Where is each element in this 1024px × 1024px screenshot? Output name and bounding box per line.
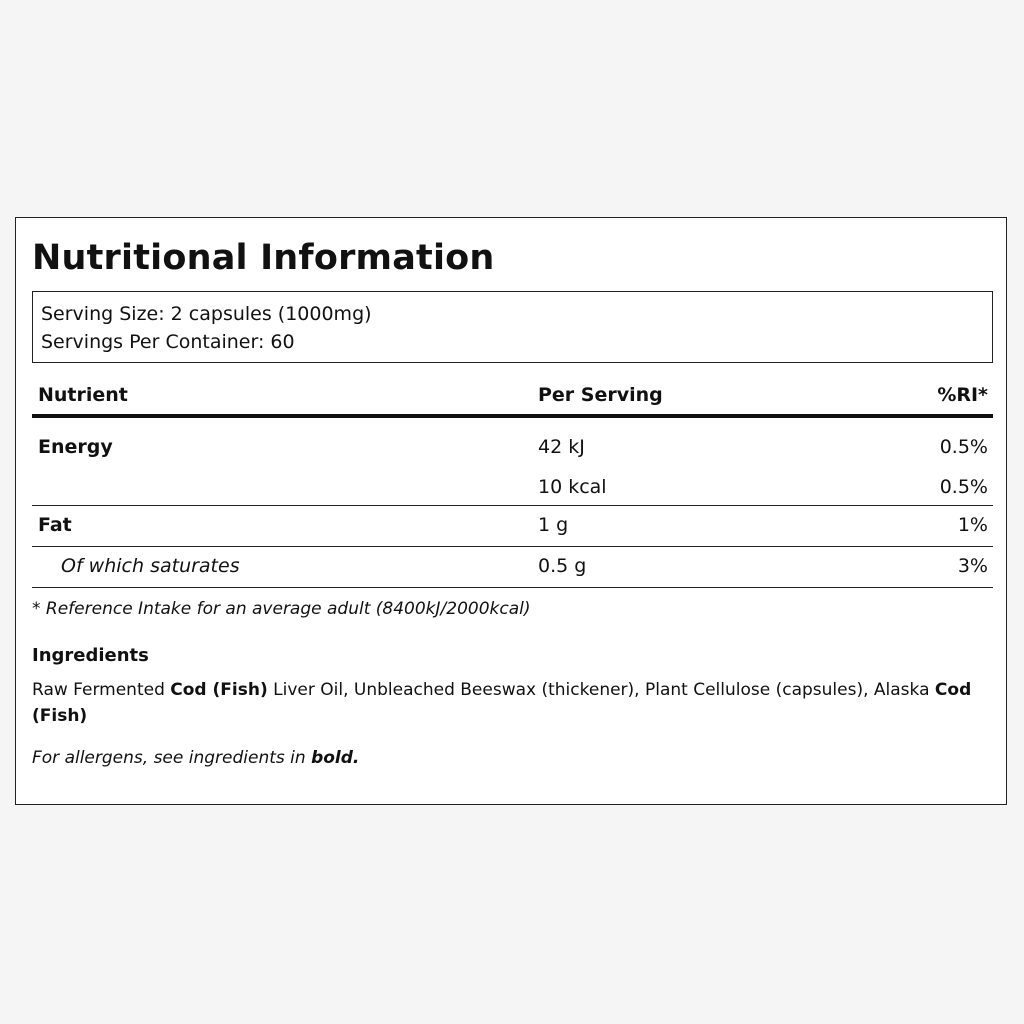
per-serving-value: 42 kJ [538,436,585,458]
serving-info-box [32,291,993,363]
page-title: Nutritional Information [32,238,495,278]
nutrient-name: Energy [38,436,113,458]
ri-value: 3% [957,555,988,577]
ingredient-text: Raw Fermented [32,680,171,700]
allergen-note-bold: bold. [311,748,360,768]
table-row-energy [32,418,993,506]
nutrient-name: Fat [38,514,72,536]
nutrition-panel [15,217,1007,805]
nutrition-table [32,378,993,588]
per-serving-value: 10 kcal [538,476,607,498]
table-header-row [32,378,993,418]
per-serving-value: 1 g [538,514,569,536]
allergen-ingredient: Cod (Fish) [170,680,268,700]
header-ri: %RI* [937,384,988,406]
ingredient-text: Liver Oil, Unbleached Beeswax (thickener), Plant Cellulose (capsules), Alaska [267,680,935,700]
allergen-note [32,748,359,768]
allergen-ingredient: Cod (Fish) [32,680,972,726]
serving-size: Serving Size: 2 capsules (1000mg) [41,303,372,325]
header-nutrient: Nutrient [38,384,128,406]
table-row-saturates [32,547,993,588]
header-per-serving: Per Serving [538,384,663,406]
ingredients-text [32,677,992,729]
per-serving-value: 0.5 g [538,555,587,577]
ingredients-heading: Ingredients [32,645,149,666]
reference-intake-footnote: * Reference Intake for an average adult (8400kJ/2000kcal) [32,599,531,619]
ri-value: 0.5% [939,436,988,458]
ri-value: 0.5% [939,476,988,498]
nutrient-name: Of which saturates [61,555,240,577]
allergen-note-text: For allergens, see ingredients in [32,748,312,768]
table-row-fat [32,506,993,547]
ri-value: 1% [957,514,988,536]
servings-per-container: Servings Per Container: 60 [41,331,295,353]
